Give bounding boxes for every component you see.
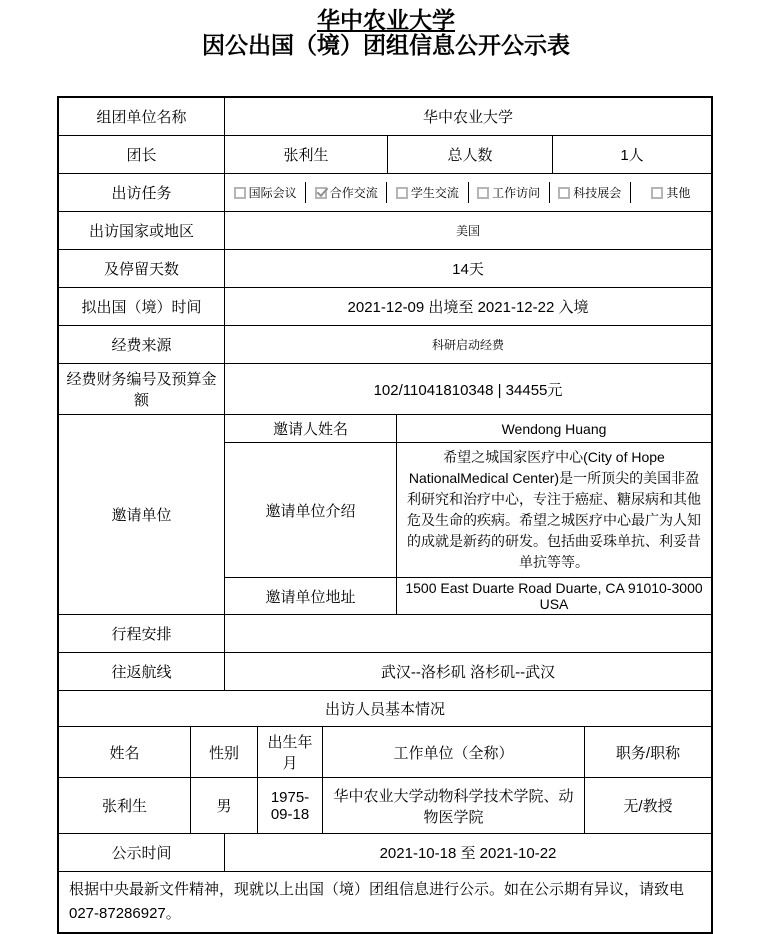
mission-option-label-2: 学生交流 xyxy=(410,186,459,200)
mission-option-label-4: 科技展会 xyxy=(573,186,622,200)
stay-days-label: 及停留天数 xyxy=(103,261,179,278)
member-title: 无/教授 xyxy=(584,778,711,833)
mission-options xyxy=(224,174,711,211)
country-label: 出访国家或地区 xyxy=(88,223,194,240)
row-route xyxy=(59,652,711,690)
mission-option-5 xyxy=(630,182,711,203)
inviter-intro-value: 希望之城国家医疗中心(City of Hope NationalMedical Center)是一所顶尖的美国非盈利研究和治疗中心，专注于癌症、糖尿病和其他危及生命的疾病。希望之城医疗中心最广为人知的成就是新药的研发。包括曲妥珠单抗、利妥昔单抗等等。 xyxy=(396,443,711,577)
title-university: 华中农业大学 xyxy=(317,7,455,33)
mission-checkbox-2[interactable] xyxy=(396,187,408,199)
budget-label: 经费财务编号及预算金额 xyxy=(66,371,217,409)
inviter-intro-label: 邀请单位介绍 xyxy=(265,502,356,520)
inviter-name-row xyxy=(225,415,711,442)
mission-option-1 xyxy=(305,182,386,203)
mission-label: 出访任务 xyxy=(111,185,172,202)
page-title xyxy=(0,8,772,58)
row-itinerary xyxy=(59,614,711,652)
row-leader xyxy=(59,135,711,173)
members-header-row xyxy=(59,726,711,777)
mission-option-3 xyxy=(468,182,549,203)
inviter-subtable xyxy=(224,415,711,614)
member-workunit: 华中农业大学动物科学技术学院、动物医学院 xyxy=(322,778,584,833)
row-inviter xyxy=(59,414,711,614)
mission-option-2 xyxy=(386,182,467,203)
inviter-intro-row xyxy=(225,442,711,577)
row-stay-days xyxy=(59,249,711,287)
mission-option-label-1: 合作交流 xyxy=(329,186,378,200)
row-funding-source xyxy=(59,325,711,363)
row-note xyxy=(59,871,711,932)
inviter-address-label: 邀请单位地址 xyxy=(265,588,356,606)
trip-time-label: 拟出国（境）时间 xyxy=(81,299,202,316)
trip-time-value: 2021-12-09 出境至 2021-12-22 入境 xyxy=(224,288,711,325)
mission-checkbox-1[interactable] xyxy=(315,187,327,199)
leader-label: 团长 xyxy=(126,147,157,164)
stay-days-value: 14天 xyxy=(224,250,711,287)
row-country xyxy=(59,211,711,249)
title-form-name: 因公出国（境）团组信息公开公示表 xyxy=(202,32,570,58)
member-name: 张利生 xyxy=(101,798,147,815)
row-publicity xyxy=(59,833,711,871)
members-section-title: 出访人员基本情况 xyxy=(324,701,445,718)
itinerary-label: 行程安排 xyxy=(111,626,172,643)
member-gender: 男 xyxy=(190,778,257,833)
inviter-name-label: 邀请人姓名 xyxy=(272,421,348,438)
members-header-birth: 出生年月 xyxy=(257,727,322,777)
publicity-value: 2021-10-18 至 2021-10-22 xyxy=(224,834,711,871)
members-header-name: 姓名 xyxy=(109,744,140,762)
mission-option-0 xyxy=(225,182,305,203)
mission-checkbox-5[interactable] xyxy=(651,187,663,199)
leader-value: 张利生 xyxy=(224,136,387,173)
mission-option-4 xyxy=(549,182,630,203)
mission-checkbox-4[interactable] xyxy=(558,187,570,199)
mission-option-label-0: 国际会议 xyxy=(248,186,297,200)
public-notice-page xyxy=(0,7,772,922)
members-header-title: 职务/职称 xyxy=(584,727,711,777)
row-members-section xyxy=(59,690,711,726)
total-label: 总人数 xyxy=(387,136,552,173)
members-header-gender: 性别 xyxy=(190,727,257,777)
inviter-name-value: Wendong Huang xyxy=(396,415,711,442)
funding-source-value: 科研启动经费 xyxy=(224,326,711,363)
total-value: 1人 xyxy=(552,136,711,173)
itinerary-value xyxy=(224,615,711,652)
mission-option-label-3: 工作访问 xyxy=(492,186,541,200)
row-org xyxy=(59,98,711,135)
inviter-address-value: 1500 East Duarte Road Duarte, CA 91010-3000 USA xyxy=(396,578,711,614)
mission-option-label-5: 其他 xyxy=(666,186,691,200)
org-value: 华中农业大学 xyxy=(224,98,711,135)
row-trip-time xyxy=(59,287,711,325)
route-value: 武汉--洛杉矶 洛杉矶--武汉 xyxy=(224,653,711,690)
mission-checkbox-0[interactable] xyxy=(234,187,246,199)
budget-value: 102/11041810348 | 34455元 xyxy=(224,364,711,414)
note-text: 根据中央最新文件精神，现就以上出国（境）团组信息进行公示。如在公示期有异议，请致电027-87286927。 xyxy=(69,881,685,922)
route-label: 往返航线 xyxy=(111,664,172,681)
inviter-label: 邀请单位 xyxy=(111,507,172,524)
member-row xyxy=(59,777,711,833)
members-header-workunit: 工作单位（全称） xyxy=(322,727,584,777)
funding-source-label: 经费来源 xyxy=(111,337,172,354)
org-label: 组团单位名称 xyxy=(96,109,187,126)
publicity-label: 公示时间 xyxy=(111,845,172,862)
member-birth: 1975-09-18 xyxy=(257,778,322,833)
row-mission xyxy=(59,173,711,211)
row-budget xyxy=(59,363,711,414)
inviter-address-row xyxy=(225,577,711,614)
country-value: 美国 xyxy=(224,212,711,249)
notice-table xyxy=(57,96,713,934)
mission-checkbox-3[interactable] xyxy=(477,187,489,199)
